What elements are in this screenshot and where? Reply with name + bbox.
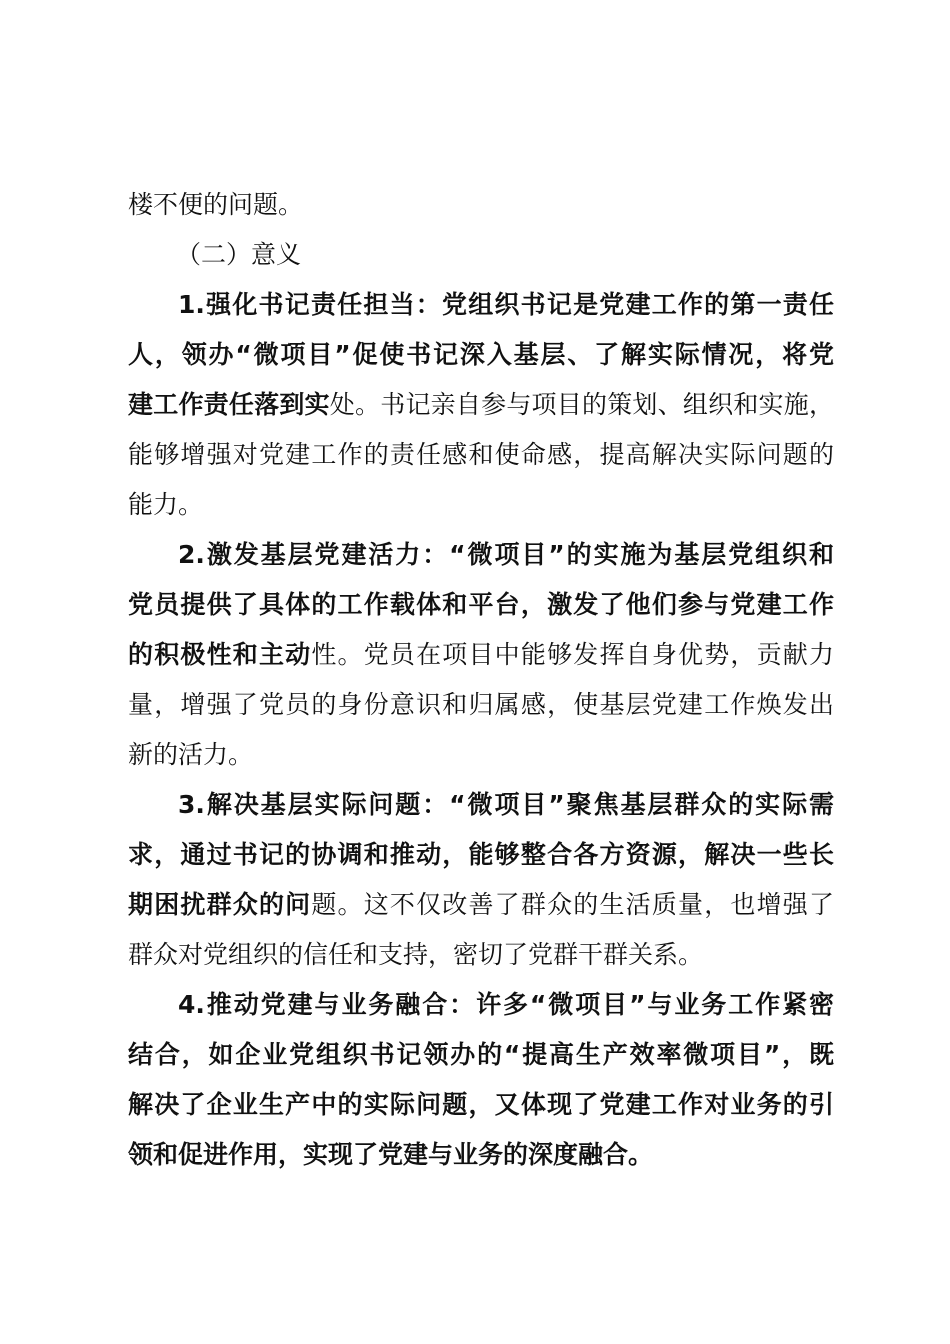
text-normal: （二）意义 [176,240,302,269]
text-normal: 题。这不仅改善了群众的生活质量，也增强了 [311,890,834,919]
text-line [128,180,834,230]
document-body [128,180,834,1180]
point-heading [128,530,834,580]
text-line [128,380,834,430]
text-line [128,880,834,930]
text-normal: 楼不便的问题。 [128,190,304,219]
text-normal: 能力。 [128,490,204,519]
text-line [128,830,834,880]
text-bold: 人，领办“微项目”促使书记深入基层、了解实际情况，将党 [128,340,834,369]
text-line [128,930,834,980]
text-line [128,630,834,680]
text-bold: 求，通过书记的协调和推动，能够整合各方资源，解决一些长 [128,840,834,869]
text-bold: 领和促进作用，实现了党建与业务的深度融合。 [128,1140,654,1169]
text-bold: 党员提供了具体的工作载体和平台，激发了他们参与党建工作 [128,590,834,619]
text-bold: 结合，如企业党组织书记领办的“提高生产效率微项目”，既 [128,1040,834,1069]
text-bold: 4.推动党建与业务融合：许多“微项目”与业务工作紧密 [178,990,834,1019]
text-bold: 建工作责任落到实 [128,390,330,419]
text-line [128,330,834,380]
text-bold: 3.解决基层实际问题：“微项目”聚焦基层群众的实际需 [178,790,834,819]
text-bold: 期困扰群众的问 [128,890,312,919]
point-heading [128,780,834,830]
point-heading [128,280,834,330]
text-line [128,480,834,530]
text-bold: 2.激发基层党建活力：“微项目”的实施为基层党组织和 [178,540,834,569]
text-line [128,680,834,730]
text-normal: 能够增强对党建工作的责任感和使命感，提高解决实际问题的 [128,440,834,469]
point-heading [128,980,834,1030]
text-normal: 量，增强了党员的身份意识和归属感，使基层党建工作焕发出 [128,690,834,719]
text-line [128,580,834,630]
text-line [128,730,834,780]
text-normal: 处。书记亲自参与项目的策划、组织和实施， [329,390,834,419]
text-normal: 新的活力。 [128,740,254,769]
text-line [128,1130,834,1180]
text-bold: 的积极性和主动 [128,640,312,669]
text-bold: 解决了企业生产中的实际问题，又体现了党建工作对业务的引 [128,1090,834,1119]
text-line [128,1030,834,1080]
text-line [128,430,834,480]
section-heading [128,230,834,280]
text-bold: 1.强化书记责任担当：党组织书记是党建工作的第一责任 [178,290,834,319]
text-normal: 群众对党组织的信任和支持，密切了党群干群关系。 [128,940,704,969]
text-line [128,1080,834,1130]
text-normal: 性。党员在项目中能够发挥自身优势，贡献力 [311,640,834,669]
